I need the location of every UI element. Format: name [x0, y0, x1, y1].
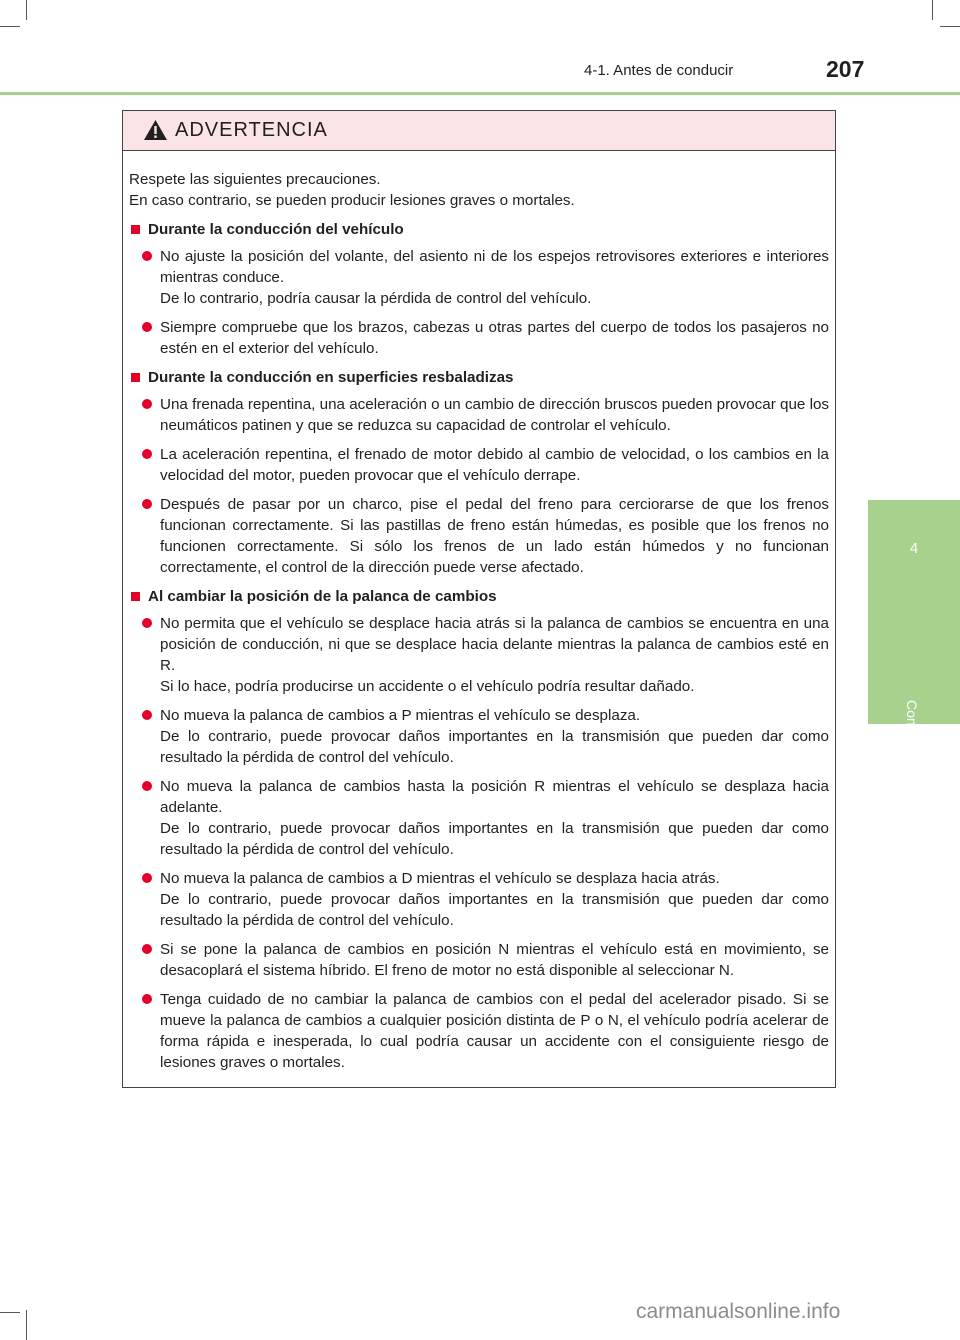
warning-item: [129, 394, 829, 436]
item-paragraph: Después de pasar por un charco, pise el pedal del freno para cerciorarse de que los frenos funcionan correctamente. Si las pastillas de freno están húmedas, es posible que los frenos no funcionen correctamente. Si sólo los frenos de un lado están húmedos y no funcionan correctamente, el control de la dirección puede verse afectado.: [160, 496, 829, 576]
item-paragraph: No permita que el vehículo se desplace hacia atrás si la palanca de cambios se encuentra en una posición de conducción, ni que se desplace hacia delante mientras la palanca de cambios esté en R.: [160, 615, 829, 674]
crop-mark: [26, 1310, 27, 1340]
item-paragraph: Si se pone la palanca de cambios en posición N mientras el vehículo está en movimiento, se desacoplará el sistema híbrido. El freno de motor no está disponible al seleccionar N.: [160, 941, 829, 979]
red-dot-bullet-icon: [142, 449, 152, 459]
warning-item: [129, 705, 829, 768]
red-square-bullet-icon: [131, 373, 140, 382]
warning-item: [129, 494, 829, 578]
section-title-text: Al cambiar la posición de la palanca de cambios: [148, 588, 497, 605]
chapter-tab: [868, 500, 960, 774]
section-title: [129, 219, 829, 240]
item-paragraph: Si lo hace, podría producirse un accidente o el vehículo podría resultar dañado.: [160, 678, 695, 695]
item-paragraph: De lo contrario, puede provocar daños importantes en la transmisión que pueden dar como resultado la pérdida de control del vehículo.: [160, 820, 829, 858]
warning-item: [129, 989, 829, 1073]
chapter-label: Conducción: [904, 700, 920, 774]
item-paragraph: No mueva la palanca de cambios hasta la posición R mientras el vehículo se desplaza hacia adelante.: [160, 778, 829, 816]
chapter-number: 4: [909, 540, 919, 557]
red-dot-bullet-icon: [142, 322, 152, 332]
item-paragraph: Una frenada repentina, una aceleración o un cambio de dirección bruscos pueden provocar que los neumáticos patinen y que se reduzca su capacidad de controlar el vehículo.: [160, 396, 829, 434]
warning-title: ADVERTENCIA: [175, 119, 328, 141]
warning-box: [122, 110, 836, 1088]
red-square-bullet-icon: [131, 225, 140, 234]
warning-section: [129, 219, 829, 359]
item-paragraph: De lo contrario, puede provocar daños importantes en la transmisión que pueden dar como resultado la pérdida de control del vehículo.: [160, 728, 829, 766]
page-number: 207: [826, 56, 865, 82]
header-rule: [0, 92, 960, 95]
item-paragraph: No mueva la palanca de cambios a P mientras el vehículo se desplaza.: [160, 707, 641, 724]
item-paragraph: Siempre compruebe que los brazos, cabezas u otras partes del cuerpo de todos los pasajeros no estén en el exterior del vehículo.: [160, 319, 829, 357]
warning-triangle-icon: [143, 119, 168, 141]
section-header: 4-1. Antes de conducir: [584, 62, 734, 79]
warning-item: [129, 868, 829, 931]
item-paragraph: De lo contrario, podría causar la pérdida de control del vehículo.: [160, 290, 592, 307]
warning-item: [129, 246, 829, 309]
intro-line: Respete las siguientes precauciones.: [129, 171, 381, 188]
item-paragraph: No ajuste la posición del volante, del asiento ni de los espejos retrovisores exteriores e interiores mientras conduce.: [160, 248, 829, 286]
section-title: [129, 586, 829, 607]
section-title-text: Durante la conducción del vehículo: [148, 221, 404, 238]
red-dot-bullet-icon: [142, 251, 152, 261]
red-dot-bullet-icon: [142, 781, 152, 791]
section-title-text: Durante la conducción en superficies resbaladizas: [148, 369, 514, 386]
red-dot-bullet-icon: [142, 994, 152, 1004]
item-paragraph: La aceleración repentina, el frenado de motor debido al cambio de velocidad, o los cambios en la velocidad del motor, pueden provocar que el vehículo derrape.: [160, 446, 829, 484]
red-square-bullet-icon: [131, 592, 140, 601]
red-dot-bullet-icon: [142, 944, 152, 954]
intro-line: En caso contrario, se pueden producir lesiones graves o mortales.: [129, 192, 575, 209]
item-paragraph: De lo contrario, puede provocar daños importantes en la transmisión que pueden dar como resultado la pérdida de control del vehículo.: [160, 891, 829, 929]
warning-item: [129, 613, 829, 697]
warning-body: [129, 169, 829, 1081]
crop-mark: [0, 26, 20, 27]
warning-intro: [129, 169, 829, 211]
warning-item: [129, 444, 829, 486]
warning-section: [129, 586, 829, 1073]
red-dot-bullet-icon: [142, 710, 152, 720]
warning-item: [129, 939, 829, 981]
warning-header: [123, 111, 835, 151]
crop-mark: [0, 1312, 20, 1313]
item-paragraph: No mueva la palanca de cambios a D mientras el vehículo se desplaza hacia atrás.: [160, 870, 720, 887]
red-dot-bullet-icon: [142, 499, 152, 509]
section-title: [129, 367, 829, 388]
watermark: carmanualsonline.info: [636, 1300, 841, 1323]
warning-item: [129, 317, 829, 359]
red-dot-bullet-icon: [142, 618, 152, 628]
red-dot-bullet-icon: [142, 399, 152, 409]
warning-section: [129, 367, 829, 578]
crop-mark: [940, 26, 960, 27]
item-paragraph: Tenga cuidado de no cambiar la palanca de cambios con el pedal del acelerador pisado. Si se mueve la palanca de cambios a cualquier posición distinta de P o N, el vehículo podría acelerar de forma rápida e inesperada, lo cual podría causar un accidente con el consiguiente riesgo de lesiones graves o mortales.: [160, 991, 829, 1071]
warning-item: [129, 776, 829, 860]
crop-mark: [932, 0, 933, 20]
red-dot-bullet-icon: [142, 873, 152, 883]
crop-mark: [26, 0, 27, 20]
